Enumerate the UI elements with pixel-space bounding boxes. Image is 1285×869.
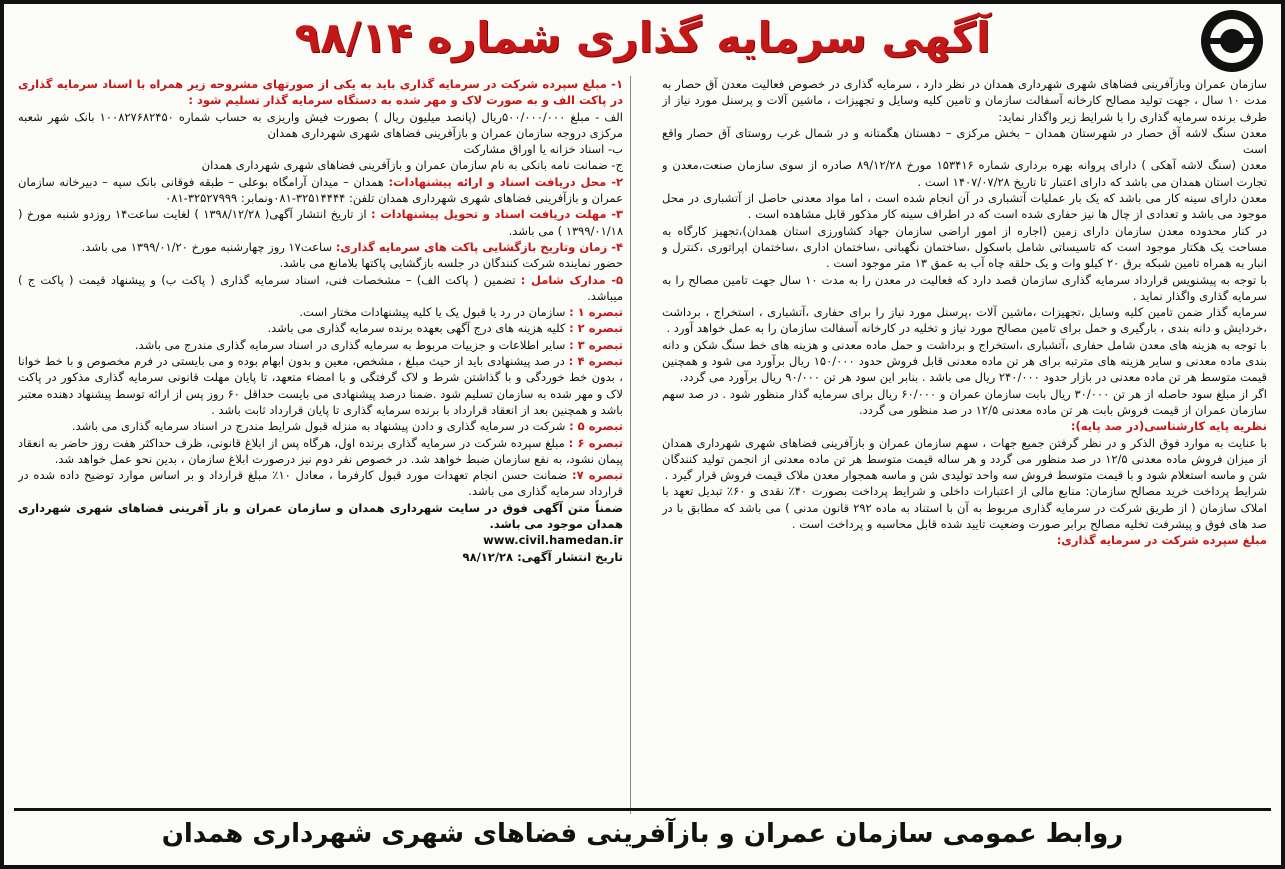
site-facilities: در کنار محدوده معدن سازمان دارای زمین (اجاره از امور اراضی سازمان جهاد کشاورزی استان همدان)،تجهیز کارگاه به مساحت یک هکتار موجود است که تاسیساتی شامل باسکول ،ساختمان نگهبانی ،ساختمان اداری ،ساختمان اپراتوری ،کنترل و انبار به همراه تامین شبکه برق ۲۰ کیلو وات و یک حلقه چاه آب به عمق ۱۳ متر موجود است . <box>662 223 1267 271</box>
note-6 <box>18 435 623 468</box>
publish-date <box>18 549 623 565</box>
note-2 <box>18 320 623 336</box>
footer-public-relations: روابط عمومی سازمان عمران و بازآفرینی فضاهای شهری شهرداری همدان <box>14 808 1271 857</box>
deposit-option-a: الف - مبلغ ۵۰۰/۰۰۰/۰۰۰ریال (پانصد میلیون ریال ) بصورت فیش واریزی به حساب شماره ۱۰۰۸۲۷۶۸۲۴۵۰ بانک شهر شعبه مرکزی دروجه سازمان عمران و بازآفرینی فضاهای شهری شهرداری همدان <box>18 109 623 140</box>
note-1-label: تبصره ۱ : <box>569 305 623 320</box>
profit-share: اگر از مبلغ سود حاصله از هر تن ۳۰/۰۰۰ ریال بابت سازمان عمران و ۶۰/۰۰۰ ریال برای سرمایه گذار منظور شود . در صد سهم سازمان عمران از قیمت فروش بابت هر تن ماده معدنی ۱۲/۵ در صد منظور می گردد. <box>662 386 1267 417</box>
contract-term: با توجه به پیشنویس قرارداد سرمایه گذاری سازمان قصد دارد که فعالیت در معدن را به مدت ۱۰ سال جهت تامین مصالح را به سرمایه گذاری واگذار نماید . <box>662 272 1267 303</box>
left-column <box>18 76 623 814</box>
opening-time-text: ساعت۱۷ روز چهارشنبه مورخ ۱۳۹۹/۰۱/۲۰ می باشد. <box>81 239 333 254</box>
publish-date-value: ۹۸/۱۲/۲۸ <box>462 549 514 564</box>
deposit-option-c: ج- ضمانت نامه بانکی به نام سازمان عمران و بازآفرینی فضاهای شهری شهرداری همدان <box>201 158 623 173</box>
document-location <box>18 174 623 207</box>
note-7-label: تبصره ۷: <box>571 468 623 483</box>
opening-time-label: ۴- زمان وتاریخ بازگشایی پاکت های سرمایه گذاری: <box>335 239 623 254</box>
documents-label: ۵- مدارک شامل : <box>520 272 623 287</box>
note-1 <box>18 304 623 320</box>
note-5-label: تبصره ۵ : <box>569 419 623 434</box>
note-3-text: سایر اطلاعات و جزییات مربوط به سرمایه گذاری در اسناد سرمایه گذاری مندرج می باشد. <box>134 337 566 352</box>
cost-estimate: با توجه به هزینه های معدن شامل حفاری ،آتشباری ،استخراج و برداشت و حمل ماده معدنی و هزینه های خط سنگ شکن و دانه بندی ماده معدنی و سایر هزینه های مترتبه برای هر تن ماده معدنی قابل فروش حدود ۱۵۰/۰۰۰ ریال برآورد می شود و همچنین قیمت متوسط هر تن ماده معدنی در بازار حدود ۲۴۰/۰۰۰ ریال می باشد . بنابر این سود هر تن ۹۰/۰۰۰ ریال برآورد می گردد. <box>662 337 1267 385</box>
deadline-text: از تاریخ انتشار آگهی( ۱۳۹۸/۱۲/۲۸ ) لغایت ساعت۱۴ روزدو شنبه مورخ ( ۱۳۹۹/۰۱/۱۸ ) می باشد. <box>18 207 623 238</box>
expert-opinion-text: با عنایت به موارد فوق الذکر و در نظر گرفتن جمیع جهات ، سهم سازمان عمران و بازآفرینی فضاهای شهری شهرداری همدان از میزان فروش ماده معدنی ۱۲/۵ در صد منظور می گردد و هر ساله قیمت متوسط هر تن ماده معدنی از انجمن تولید کنندگان شن و ماسه استعلام شود و با قیمت متوسط فروش سه واحد تولیدی شن و ماسه همجوار معدن ملاک قیمت فروش قرار گیرد . <box>662 435 1267 483</box>
document-location-text: همدان – میدان آرامگاه بوعلی – طبقه فوقانی بانک سپه – دبیرخانه سازمان عمران و بازآفرینی فضاهای شهری شهرداری همدان تلفن: ۳۲۵۱۴۴۴۴-۰۸۱ونمابر: ۳۲۵۲۷۹۹۹-۰۸۱ <box>18 174 623 206</box>
presence-note: حضور نماینده شرکت کنندگان در جلسه بازگشایی پاکتها بلامانع می باشد. <box>279 256 623 271</box>
deposit-option-b: ب- اسناد خزانه یا اوراق مشارکت <box>463 142 623 157</box>
page-title: آگهی سرمایه گذاری شماره ۹۸/۱۴ <box>294 13 991 62</box>
deadline <box>18 206 623 239</box>
intro-paragraph: سازمان عمران وبازآفرینی فضاهای شهری شهرداری همدان در نظر دارد ، سرمایه گذاری در خصوص فعالیت معدن آق حصار به مدت ۱۰ سال ، جهت تولید مصالح کارخانه آسفالت سازمان و تامین کلیه وسایل و تجهیزات ، ماشین آلات و پرسنل مورد نیاز از طرف برنده سرمایه گذاری را با شرایط زیر واگذار نماید: <box>662 77 1267 124</box>
note-6-label: تبصره ۶ : <box>568 435 623 450</box>
note-1-text: سازمان در رد یا قبول یک یا کلیه پیشنهادات مختار است. <box>299 305 566 320</box>
website-link[interactable]: www.civil.hamedan.ir <box>483 533 623 548</box>
note-2-text: کلیه هزینه های درج آگهی بعهده برنده سرمایه گذاری می باشد. <box>267 321 566 336</box>
note-3-label: تبصره ۳ : <box>569 337 623 352</box>
payment-terms: شرایط پرداخت خرید مصالح سازمان: منابع مالی از اعتبارات داخلی و شرایط پرداخت بصورت ۴۰٪ نقدی و ۶۰٪ تبدیل تعهد با املاک سازمان ( از طریق شرکت در سرمایه گذاری مربوط به آن با استناد به ماده ۲۹۲ قانون مدنی ) می باشد که مطابق با در صد های فوق و پیشرفت تخلیه مصالح برابر صورت وضعیت تایید شده قابل محاسبه و پرداخت است . <box>662 484 1267 532</box>
organization-logo-icon <box>1201 10 1263 72</box>
mine-location: معدن سنگ لاشه آق حصار در شهرستان همدان – بخش مرکزی – دهستان هگمتانه و در شمال غرب روستای آق حصار واقع است <box>662 125 1267 157</box>
note-2-label: تبصره ۲ : <box>569 321 623 336</box>
right-column <box>662 76 1267 814</box>
note-7 <box>18 467 623 500</box>
documents <box>18 272 623 305</box>
investor-duties: سرمایه گذار ضمن تامین کلیه وسایل ،تجهیزات ،ماشین آلات ،پرسنل مورد نیاز را برای حفاری ،آتشباری ، استخراج ، برداشت ،خردایش و دانه بندی ، بارگیری و حمل برای تامین مصالح مورد نیاز و تخلیه در کارخانه آسفالت سازمان را به عمل خواهد آورد . <box>662 305 1267 336</box>
note-5-text: شرکت در سرمایه گذاری و دادن پیشنهاد به منزله قبول شرایط مندرج در اسناد سرمایه گذاری می باشد. <box>71 419 566 434</box>
note-3 <box>18 337 623 353</box>
note-4-label: تبصره ۴ : <box>568 354 623 369</box>
note-7-text: ضمانت حسن انجام تعهدات مورد قبول کارفرما ، معادل ۱۰٪ مبلغ قرارداد و بر اساس موارد توضیح داده شده در قرارداد سرمایه گذاری می باشد. <box>18 468 623 499</box>
mine-license: معدن (سنگ لاشه آهکی ) دارای پروانه بهره برداری شماره ۱۵۳۴۱۶ مورخ ۸۹/۱۲/۲۸ صادره از سوی سازمان صنعت،معدن و تجارت استان همدان می باشد که دارای اعتبار تا تاریخ ۱۴۰۷/۰۷/۲۸ است . <box>662 158 1267 189</box>
deposit-rule-heading: ۱- مبلغ سپرده شرکت در سرمایه گذاری باید به یکی از صورتهای مشروحه زیر همراه با اسناد سرمایه گذاری در پاکت الف و به صورت لاک و مهر شده به دستگاه سرمایه گذار تسلیم شود : <box>18 77 623 108</box>
column-divider <box>630 76 631 814</box>
header <box>4 4 1281 70</box>
note-4 <box>18 353 623 418</box>
note-5 <box>18 418 623 434</box>
note-6-text: مبلغ سپرده شرکت در سرمایه گذاری برنده اول، هرگاه پس از ابلاغ قانونی، ظرف حداکثر هفت روز حاضر به انعقاد پیمان نشود، به نفع سازمان ضبط خواهد شد. در خصوص نفر دوم نیز درصورت ابلاغ سازمان ، بدین نحو عمل خواهد شد. <box>18 435 623 466</box>
content-columns <box>18 76 1267 814</box>
expert-opinion-heading: نظریه پایه کارشناسی(در صد پایه): <box>1070 419 1267 434</box>
opening-time <box>18 239 623 255</box>
deadline-label: ۳- مهلت دریافت اسناد و تحویل پیشنهادات : <box>370 207 623 222</box>
website-note: ضمناً متن آگهی فوق در سایت شهرداری همدان و سازمان عمران و باز آفرینی فضاهای شهری شهرداری همدان موجود می باشد. <box>18 500 623 532</box>
mine-status: معدن دارای سینه کار می باشد که یک بار عملیات آتشباری در آن انجام شده است ، اما مواد معدنی حاصل از آتشباری در محل موجود می باشد و تعدادی از چال ها نیز حفاری شده است که در اطراف سینه کار مذکور قابل مشاهده است . <box>662 191 1267 222</box>
deposit-heading: مبلغ سپرده شرکت در سرمایه گذاری: <box>1056 533 1267 548</box>
documents-text: تضمین ( پاکت الف) – مشخصات فنی، اسناد سرمایه گذاری ( پاکت ب) و پیشنهاد قیمت ( پاکت ج ) میباشد. <box>18 272 623 303</box>
document-location-label: ۲- محل دریافت اسناد و ارائه پیشنهادات: <box>388 174 623 189</box>
publish-date-label: تاریخ انتشار آگهی: <box>517 549 623 564</box>
note-4-text: در صد پیشنهادی باید از حیث مبلغ ، مشخص، معین و بدون ابهام بوده و می بایستی در فرم مخصوص و با خط خوانا ، بدون خط خوردگی و با گذاشتن شرط و لاک گرفتگی و با امضاء متعهد، تا پایان مهلت قانونی سرمایه گذاری مذکور در پاکت لاک و مهر شده به سازمان تسلیم شود .ضمنا درصد پیشنهادی می بایست حداقل ۶۰ روز پس از ارائه توسط پیشنهاد دهنده معتبر باشد و همچنین بعد از انعقاد قرارداد با برنده سرمایه گذاری تا پایان قرارداد ثابت باشد . <box>18 354 623 417</box>
